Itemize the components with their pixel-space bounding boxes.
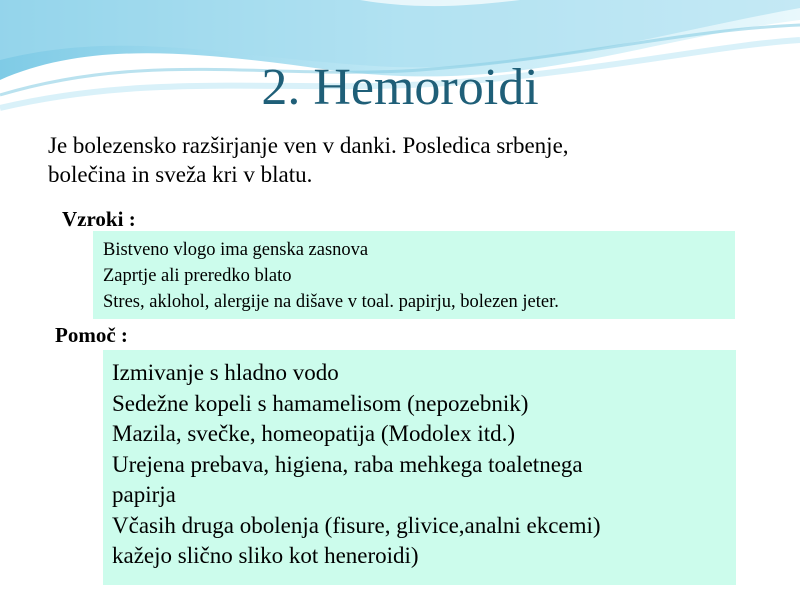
cause-item: Stres, aklohol, alergije na dišave v toal. papirju, bolezen jeter.	[103, 292, 559, 312]
help-line: papirja	[112, 482, 176, 507]
intro-line: Je bolezensko razširjanje ven v danki. Posledica srbenje,	[48, 133, 569, 158]
slide-title: 2. Hemoroidi	[261, 59, 539, 116]
help-line: Sedežne kopeli s hamamelisom (nepozebnik)	[112, 390, 529, 416]
cause-item: Bistveno vlogo ima genska zasnova	[103, 240, 369, 260]
help-line: Urejena prebava, higiena, raba mehkega toaletnega	[112, 451, 583, 477]
cause-item: Zaprtje ali preredko blato	[103, 266, 292, 286]
help-label: Pomoč :	[55, 323, 128, 347]
help-line: kažejo slično sliko kot heneroidi)	[112, 543, 419, 568]
help-line: Izmivanje s hladno vodo	[112, 360, 339, 385]
intro-text	[48, 131, 768, 189]
help-box	[103, 350, 736, 585]
help-line: Včasih druga obolenja (fisure, glivice,analni ekcemi)	[112, 512, 601, 538]
intro-line: bolečina in sveža kri v blatu.	[48, 162, 313, 187]
help-line: Mazila, svečke, homeopatija (Modolex itd.)	[112, 421, 516, 446]
causes-box	[93, 231, 735, 319]
causes-label: Vzroki :	[62, 207, 136, 231]
